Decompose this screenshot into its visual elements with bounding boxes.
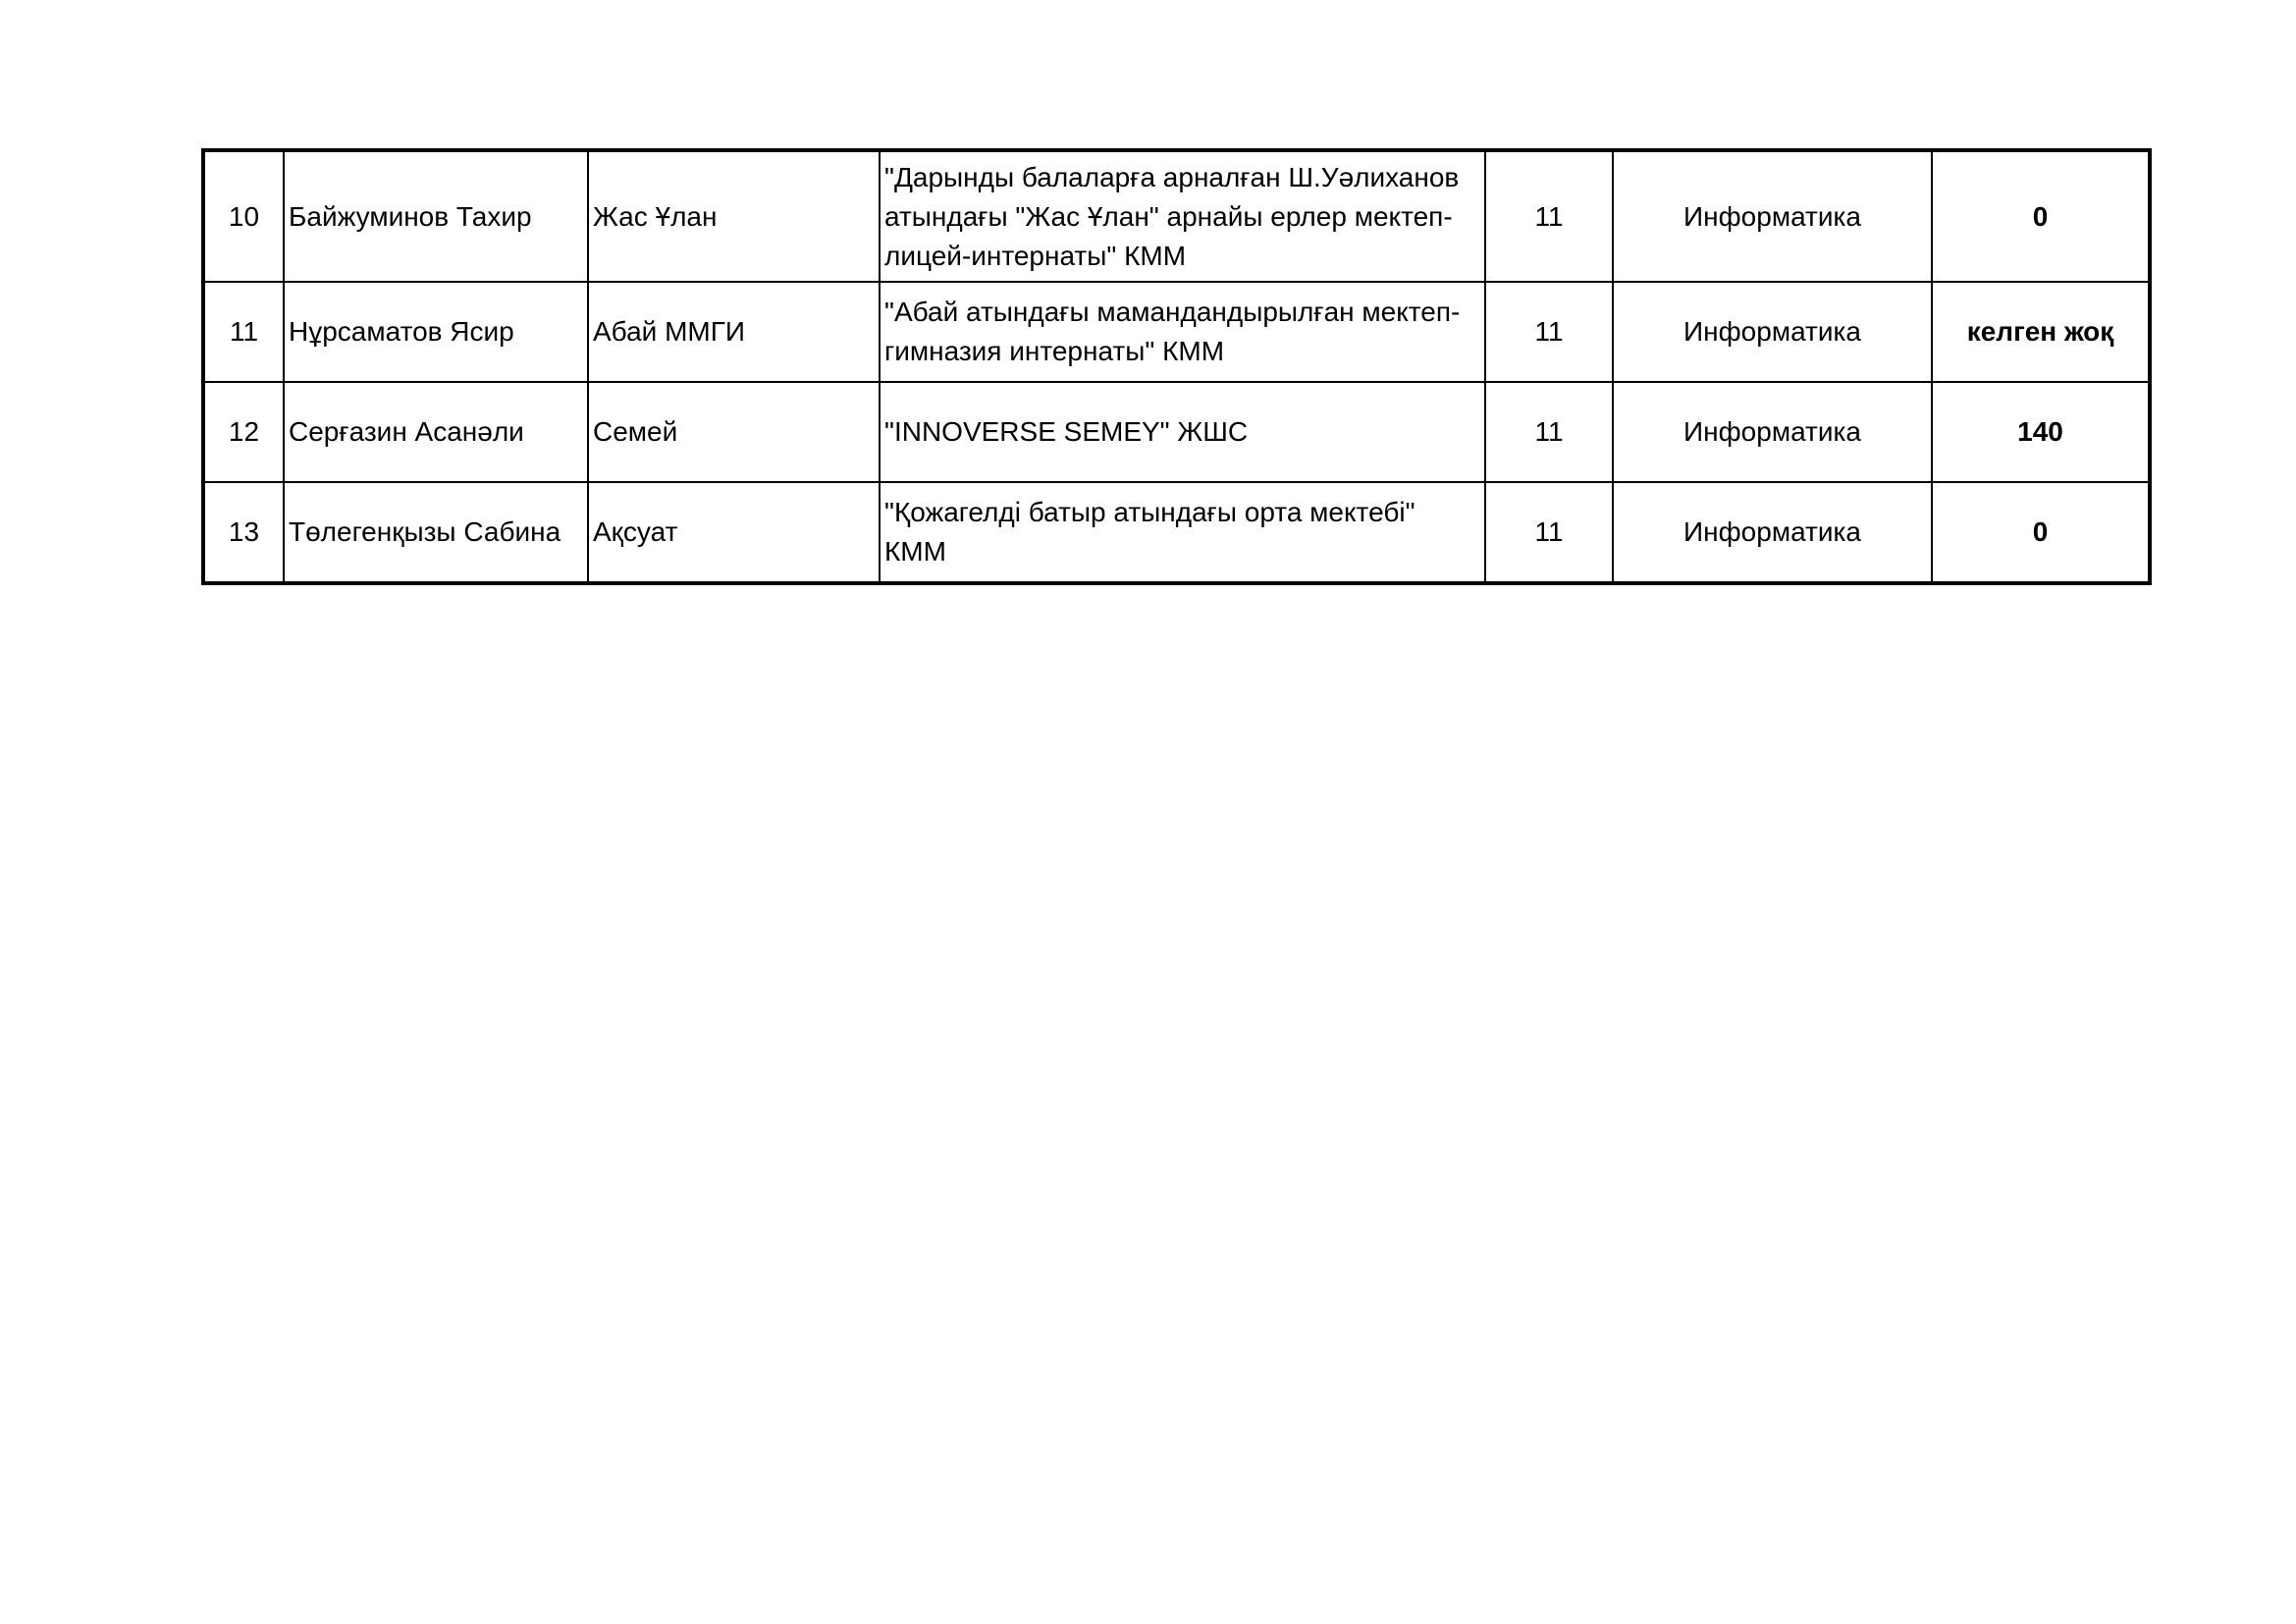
- table-row: [203, 282, 2150, 382]
- score-cell: 0: [1932, 150, 2150, 282]
- grade-cell: 11: [1485, 382, 1613, 482]
- row-number-cell: 11: [203, 282, 284, 382]
- school-cell: [880, 482, 1485, 583]
- row-number-cell: 10: [203, 150, 284, 282]
- subject-cell: Информатика: [1613, 150, 1932, 282]
- city-cell: Жас Ұлан: [588, 150, 880, 282]
- participant-name-cell: Серғазин Асанәли: [284, 382, 588, 482]
- school-line: атындағы "Жас Ұлан" арнайы ерлер мектеп-: [884, 200, 1453, 232]
- score-cell: 0: [1932, 482, 2150, 583]
- participant-name-cell: Нұрсаматов Ясир: [284, 282, 588, 382]
- subject-cell: Информатика: [1613, 482, 1932, 583]
- table-row: [203, 150, 2150, 282]
- school-line: лицей-интернаты" КММ: [884, 240, 1187, 271]
- results-table: [201, 148, 2152, 585]
- school-line: КММ: [884, 536, 946, 567]
- school-cell: [880, 382, 1485, 482]
- score-cell: 140: [1932, 382, 2150, 482]
- subject-cell: Информатика: [1613, 282, 1932, 382]
- grade-cell: 11: [1485, 282, 1613, 382]
- school-line: "INNOVERSE SEMEY" ЖШС: [884, 416, 1249, 447]
- school-cell: [880, 282, 1485, 382]
- table-row: [203, 482, 2150, 583]
- table-row: [203, 382, 2150, 482]
- city-cell: Абай ММГИ: [588, 282, 880, 382]
- city-cell: Ақсуат: [588, 482, 880, 583]
- school-line: "Қожагелді батыр атындағы орта мектебі": [884, 497, 1415, 527]
- row-number-cell: 13: [203, 482, 284, 583]
- grade-cell: 11: [1485, 150, 1613, 282]
- participant-name-cell: Байжуминов Тахир: [284, 150, 588, 282]
- school-line: "Дарынды балаларға арналған Ш.Уәлиханов: [884, 161, 1460, 192]
- city-cell: Семей: [588, 382, 880, 482]
- score-cell: келген жоқ: [1932, 282, 2150, 382]
- participant-name-cell: Төлегенқызы Сабина: [284, 482, 588, 583]
- school-line: "Абай атындағы мамандандырылған мектеп-: [884, 297, 1461, 327]
- school-line: гимназия интернаты" КММ: [884, 336, 1225, 366]
- row-number-cell: 12: [203, 382, 284, 482]
- subject-cell: Информатика: [1613, 382, 1932, 482]
- grade-cell: 11: [1485, 482, 1613, 583]
- school-cell: [880, 150, 1485, 282]
